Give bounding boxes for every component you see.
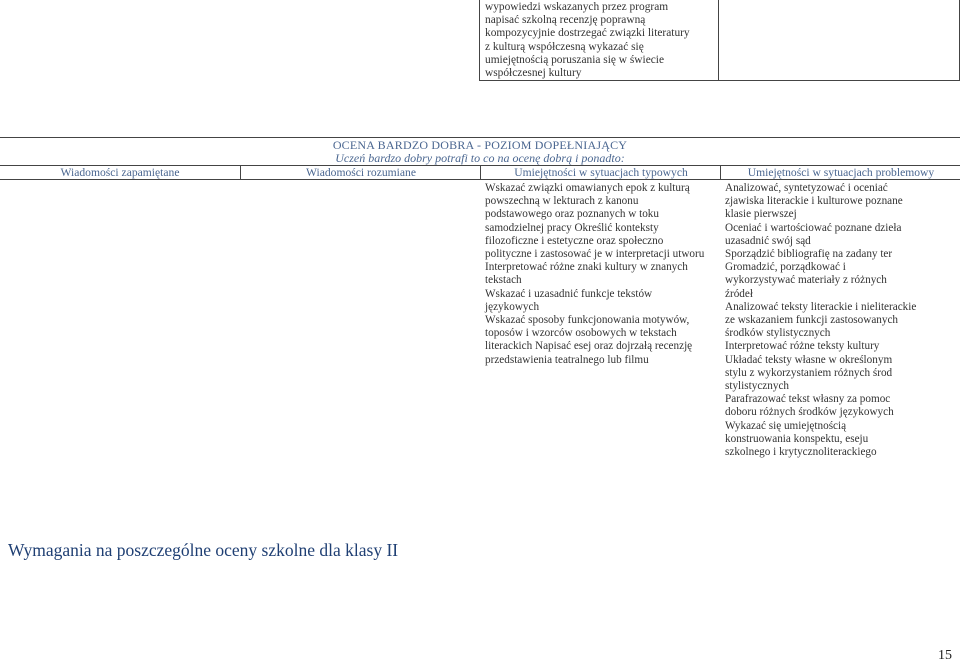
- list-item: polityczne i zastosować je w interpretacji utworu: [485, 248, 705, 261]
- list-item: tekstach: [485, 274, 522, 287]
- list-item: Oceniać i wartościować poznane dzieła: [725, 221, 902, 234]
- list-item: podstawowego oraz poznanych w toku: [485, 208, 659, 221]
- table-title: OCENA BARDZO DOBRA - POZIOM DOPEŁNIAJĄCY: [332, 138, 628, 152]
- list-item: toposów i wzorców osobowych w tekstach: [485, 327, 677, 340]
- top-table-cell-left: [479, 0, 719, 81]
- list-item: Wskazać i uzasadnić funkcje tekstów: [485, 287, 653, 300]
- column-header-problem-skills: Umiejętności w sytuacjach problemowy: [720, 166, 960, 180]
- list-item: przedstawienia teatralnego lub filmu: [485, 353, 649, 366]
- list-item: źródeł: [725, 287, 753, 300]
- top-cell-line: współczesnej kultury: [485, 67, 582, 80]
- list-item: doboru różnych środków językowych: [725, 406, 894, 419]
- list-item: Sporządzić bibliografię na zadany ter: [725, 248, 893, 261]
- list-item: zjawiska literackie i kulturowe poznane: [725, 195, 903, 208]
- column-typical-skills-content: [485, 182, 717, 367]
- list-item: powszechną w lekturach z kanonu: [485, 195, 639, 208]
- list-item: Układać teksty własne w określonym: [725, 353, 893, 366]
- list-item: Analizować, syntetyzować i oceniać: [725, 182, 888, 194]
- list-item: klasie pierwszej: [725, 208, 797, 221]
- list-item: filozoficzne i estetyczne oraz społeczno: [485, 234, 664, 247]
- top-table-cell-right: [719, 0, 960, 81]
- list-item: ze wskazaniem funkcji zastosowanych: [725, 314, 899, 327]
- list-item: literackich Napisać esej oraz dojrzałą recenzję: [485, 340, 693, 353]
- list-item: szkolnego i krytycznoliterackiego: [725, 446, 877, 459]
- section-heading: Wymagania na poszczególne oceny szkolne dla klasy II: [8, 540, 399, 560]
- column-header-understood: Wiadomości rozumiane: [240, 166, 481, 180]
- column-header-typical-skills: Umiejętności w sytuacjach typowych: [480, 166, 721, 180]
- top-cell-line: umiejętnością poruszania się w świecie: [485, 53, 665, 66]
- list-item: Interpretować różne teksty kultury: [725, 340, 880, 353]
- list-item: uzasadnić swój sąd: [725, 234, 811, 247]
- top-cell-line: z kulturą współczesną wykazać się: [485, 40, 644, 53]
- list-item: Wykazać się umiejętnością: [725, 419, 847, 432]
- list-item: językowych: [485, 300, 540, 313]
- table-header: [0, 137, 960, 166]
- list-item: Gromadzić, porządkować i: [725, 261, 846, 274]
- list-item: Parafrazować tekst własny za pomoc: [725, 393, 891, 406]
- page-number: 15: [938, 648, 952, 663]
- column-problem-skills-content: [725, 182, 957, 459]
- top-cell-line: napisać szkolną recenzję poprawną: [485, 14, 646, 27]
- list-item: stylu z wykorzystaniem różnych środ: [725, 366, 893, 379]
- top-cell-line: kompozycyjnie dostrzegać związki literatury: [485, 27, 690, 40]
- list-item: samodzielnej pracy Określić konteksty: [485, 221, 659, 234]
- table-subtitle: Uczeń bardzo dobry potrafi to co na ocenę dobrą i ponadto:: [335, 151, 625, 165]
- list-item: Interpretować różne znaki kultury w znanych: [485, 261, 688, 274]
- list-item: konstruowania konspektu, eseju: [725, 432, 869, 445]
- list-item: Wskazać związki omawianych epok z kulturą: [485, 182, 690, 194]
- top-table-fragment: [479, 0, 960, 82]
- column-header-memorized: Wiadomości zapamiętane: [0, 166, 240, 180]
- list-item: stylistycznych: [725, 380, 790, 393]
- list-item: środków stylistycznych: [725, 327, 831, 340]
- list-item: Analizować teksty literackie i nieliterackie: [725, 300, 917, 313]
- list-item: wykorzystywać materiały z różnych: [725, 274, 887, 287]
- list-item: Wskazać sposoby funkcjonowania motywów,: [485, 314, 690, 327]
- top-cell-line: wypowiedzi wskazanych przez program: [485, 1, 669, 13]
